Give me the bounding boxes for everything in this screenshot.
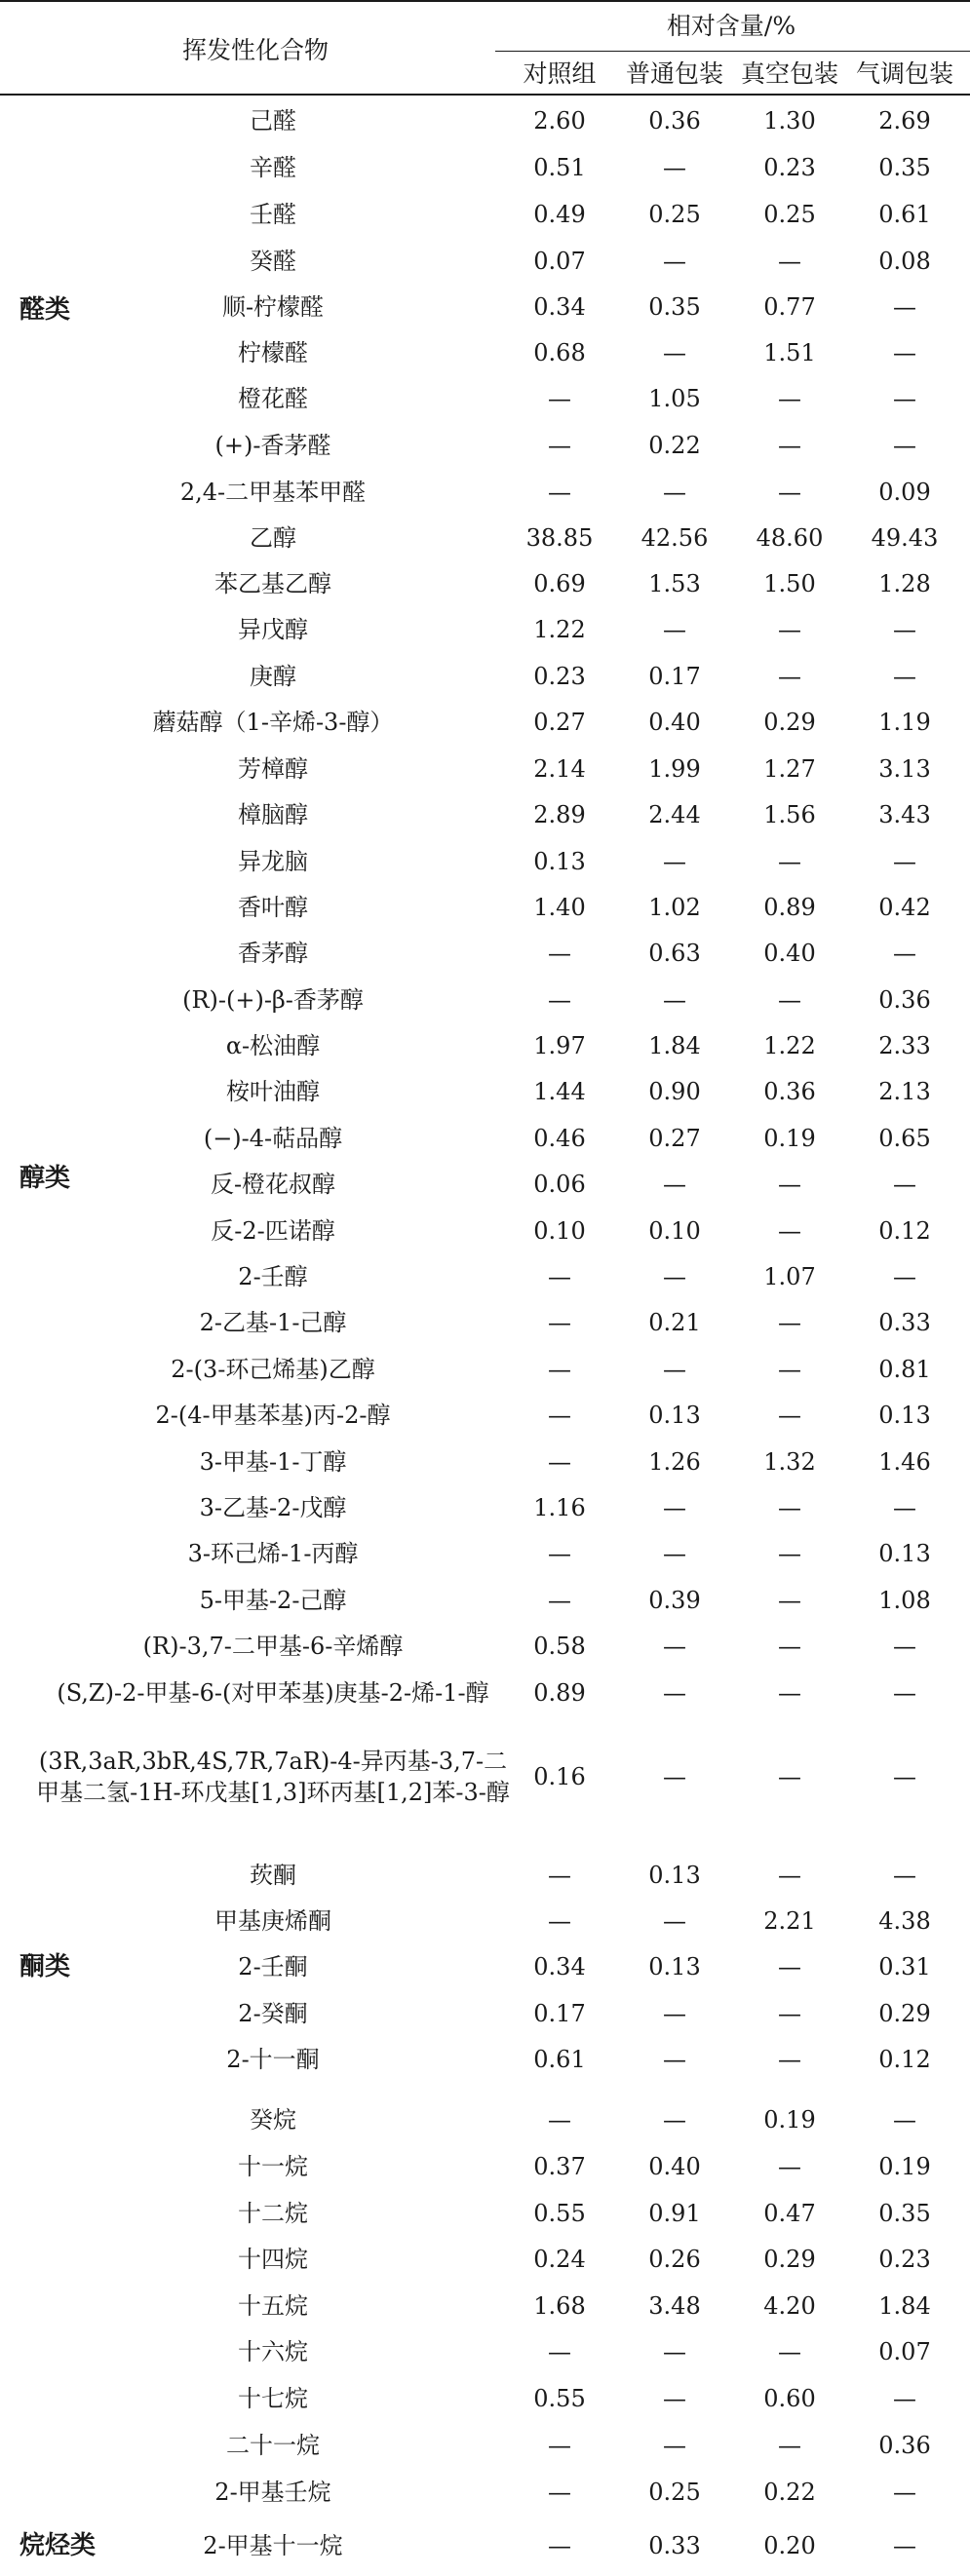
content-value: —: [778, 432, 801, 459]
content-value: 0.22: [648, 432, 701, 459]
content-value: 1.27: [763, 755, 816, 783]
content-value: 0.35: [878, 2200, 931, 2227]
content-value: 0.29: [763, 709, 816, 736]
content-value: 0.22: [763, 2479, 816, 2506]
content-value: 49.43: [871, 524, 939, 552]
content-value: 0.34: [533, 1953, 586, 1980]
content-value: —: [893, 1171, 916, 1198]
content-value: 0.91: [648, 2200, 701, 2227]
content-value: —: [893, 385, 916, 412]
content-value: —: [663, 1494, 686, 1521]
content-value: —: [663, 1171, 686, 1198]
compound-name: (R)-(+)-β-香茅醇: [182, 986, 364, 1014]
content-value: —: [663, 2046, 686, 2073]
content-value: 1.50: [763, 570, 816, 597]
content-value: —: [893, 2106, 916, 2134]
content-value: —: [548, 1356, 571, 1383]
content-value: 1.51: [763, 339, 816, 366]
compound-name: 芳樟醇: [238, 755, 308, 783]
content-value: —: [663, 2000, 686, 2027]
content-value: —: [893, 1494, 916, 1521]
content-value: —: [893, 2385, 916, 2412]
content-value: —: [893, 1763, 916, 1790]
compound-name: 十四烷: [238, 2246, 308, 2273]
compound-name: (3R,3aR,3bR,4S,7R,7aR)-4-异丙基-3,7-二甲基二氢-1H-环戊基[1,3]环丙基[1,2]苯-3-醇: [36, 1748, 510, 1806]
content-value: —: [778, 2338, 801, 2365]
content-value: 0.60: [763, 2385, 816, 2412]
content-value: —: [663, 2432, 686, 2459]
content-value: 0.13: [533, 848, 586, 875]
content-value: 2.69: [878, 107, 931, 135]
content-value: 0.58: [533, 1633, 586, 1660]
compound-name: 3-甲基-1-丁醇: [199, 1448, 347, 1476]
content-value: —: [663, 1679, 686, 1707]
content-value: —: [778, 1356, 801, 1383]
compound-name: 2-(3-环己烯基)乙醇: [171, 1356, 375, 1383]
content-value: —: [548, 479, 571, 506]
compound-name: (−)-4-萜品醇: [203, 1125, 343, 1152]
content-value: —: [548, 1907, 571, 1935]
content-value: 1.30: [763, 107, 816, 135]
content-value: —: [663, 1907, 686, 1935]
content-column-header: 相对含量/%: [666, 12, 796, 40]
compound-name: 苯乙基乙醇: [214, 570, 331, 597]
content-value: 2.44: [648, 801, 701, 828]
content-value: 1.84: [878, 2292, 931, 2320]
content-value: —: [663, 2106, 686, 2134]
content-value: 0.26: [648, 2246, 701, 2273]
content-value: —: [778, 1171, 801, 1198]
compound-name: 反-2-匹诺醇: [211, 1217, 335, 1245]
content-value: 0.33: [648, 2532, 701, 2559]
content-value: 3.48: [648, 2292, 701, 2320]
content-value: —: [893, 1862, 916, 1889]
category-label: 醛类: [19, 295, 71, 325]
content-value: —: [663, 339, 686, 366]
compound-name: 甲基庚烯酮: [214, 1907, 331, 1935]
content-value: —: [778, 385, 801, 412]
content-value: —: [663, 1263, 686, 1290]
content-value: 0.07: [533, 248, 586, 275]
content-value: 0.21: [648, 1309, 701, 1336]
content-value: 0.25: [648, 201, 701, 228]
content-value: 2.33: [878, 1032, 931, 1059]
content-value: —: [663, 1540, 686, 1567]
content-value: —: [778, 1862, 801, 1889]
content-value: —: [778, 1540, 801, 1567]
content-value: —: [548, 1402, 571, 1429]
content-value: —: [893, 1633, 916, 1660]
category-label: 酮类: [19, 1952, 71, 1981]
content-value: —: [893, 1263, 916, 1290]
content-value: 0.12: [878, 1217, 931, 1245]
group-header-vacuum: 真空包装: [740, 59, 839, 88]
content-value: 1.84: [648, 1032, 701, 1059]
content-value: —: [663, 848, 686, 875]
group-header-normal: 普通包装: [625, 59, 724, 88]
content-value: —: [778, 2153, 801, 2180]
content-value: —: [548, 2338, 571, 2365]
compound-name: (+)-香茅醛: [214, 432, 331, 459]
compound-name: 2-癸酮: [238, 2000, 308, 2027]
content-value: 1.46: [878, 1448, 931, 1476]
compound-name: 2,4-二甲基苯甲醛: [179, 479, 367, 506]
content-value: —: [778, 248, 801, 275]
content-value: 0.36: [648, 107, 701, 135]
content-value: 0.49: [533, 201, 586, 228]
content-value: 0.47: [763, 2200, 816, 2227]
content-value: —: [778, 1633, 801, 1660]
content-value: 0.29: [878, 2000, 931, 2027]
compound-name: 癸醛: [250, 248, 296, 275]
content-value: 0.36: [878, 2432, 931, 2459]
compound-name: 庚醇: [250, 663, 296, 690]
content-value: 1.53: [648, 570, 701, 597]
content-value: 0.08: [878, 248, 931, 275]
content-value: —: [778, 616, 801, 643]
content-value: 0.40: [763, 940, 816, 967]
compound-name: 异龙脑: [238, 848, 308, 875]
compound-name: 桉叶油醇: [226, 1078, 320, 1105]
content-value: 2.21: [763, 1907, 816, 1935]
compound-name: α-松油醇: [225, 1032, 321, 1059]
content-value: —: [548, 1448, 571, 1476]
content-value: —: [663, 1356, 686, 1383]
content-value: 0.61: [533, 2046, 586, 2073]
compound-name: 柠檬醛: [238, 339, 308, 366]
content-value: 0.40: [648, 709, 701, 736]
content-value: 0.63: [648, 940, 701, 967]
content-value: —: [893, 339, 916, 366]
compound-name: (S,Z)-2-甲基-6-(对甲苯基)庚基-2-烯-1-醇: [57, 1679, 489, 1707]
compound-name: 3-乙基-2-戊醇: [199, 1494, 347, 1521]
content-value: —: [893, 616, 916, 643]
compound-name: 2-甲基壬烷: [214, 2479, 331, 2506]
compound-name: 乙醇: [250, 524, 296, 552]
content-value: 1.56: [763, 801, 816, 828]
compound-name: 辛醛: [250, 154, 296, 181]
content-value: 1.26: [648, 1448, 701, 1476]
content-value: 0.89: [763, 894, 816, 921]
content-value: 0.17: [533, 2000, 586, 2027]
content-value: 0.06: [533, 1171, 586, 1198]
compound-name: 十五烷: [238, 2292, 308, 2320]
content-value: 38.85: [525, 524, 594, 552]
content-value: 0.13: [648, 1402, 701, 1429]
compound-name: 2-乙基-1-己醇: [199, 1309, 347, 1336]
content-value: 0.16: [533, 1763, 586, 1790]
compound-name: 樟脑醇: [238, 801, 308, 828]
content-value: 0.55: [533, 2385, 586, 2412]
content-value: 1.68: [533, 2292, 586, 2320]
content-value: 0.61: [878, 201, 931, 228]
content-value: 0.55: [533, 2200, 586, 2227]
compound-name: 香茅醇: [238, 940, 308, 967]
compound-name: 二十一烷: [226, 2432, 320, 2459]
content-value: 0.27: [533, 709, 586, 736]
content-value: —: [663, 616, 686, 643]
content-value: —: [778, 986, 801, 1014]
content-value: 3.43: [878, 801, 931, 828]
content-value: —: [778, 1217, 801, 1245]
content-value: —: [663, 2338, 686, 2365]
content-value: 0.65: [878, 1125, 931, 1152]
content-value: —: [663, 154, 686, 181]
content-value: 0.12: [878, 2046, 931, 2073]
content-value: 0.35: [878, 154, 931, 181]
compound-name: 十二烷: [238, 2200, 308, 2227]
content-value: 4.20: [763, 2292, 816, 2320]
content-value: —: [548, 2106, 571, 2134]
content-value: —: [778, 479, 801, 506]
content-value: —: [778, 2000, 801, 2027]
content-value: 1.19: [878, 709, 931, 736]
content-value: 0.19: [763, 2106, 816, 2134]
content-value: 0.29: [763, 2246, 816, 2273]
content-value: 0.39: [648, 1587, 701, 1614]
content-value: 1.05: [648, 385, 701, 412]
content-value: —: [893, 432, 916, 459]
content-value: 0.27: [648, 1125, 701, 1152]
content-value: —: [778, 1763, 801, 1790]
content-value: —: [778, 1309, 801, 1336]
content-value: —: [548, 2432, 571, 2459]
content-value: 0.46: [533, 1125, 586, 1152]
content-value: 2.60: [533, 107, 586, 135]
content-value: —: [548, 2479, 571, 2506]
category-label: 烷烃类: [19, 2531, 97, 2560]
content-value: 0.34: [533, 293, 586, 321]
content-value: 0.09: [878, 479, 931, 506]
compound-name: 十六烷: [238, 2338, 308, 2365]
content-value: —: [548, 986, 571, 1014]
content-value: 0.13: [648, 1862, 701, 1889]
content-value: —: [893, 663, 916, 690]
compound-name: 香叶醇: [238, 894, 308, 921]
content-value: —: [778, 663, 801, 690]
content-value: —: [893, 1679, 916, 1707]
header-rule: [0, 94, 970, 96]
content-value: —: [778, 1953, 801, 1980]
content-value: 2.89: [533, 801, 586, 828]
content-value: 0.90: [648, 1078, 701, 1105]
compound-name: 十七烷: [238, 2385, 308, 2412]
compound-name: (R)-3,7-二甲基-6-辛烯醇: [142, 1633, 404, 1660]
compound-name: 2-壬醇: [238, 1263, 308, 1290]
content-value: 0.68: [533, 339, 586, 366]
content-value: —: [893, 940, 916, 967]
content-value: 3.13: [878, 755, 931, 783]
content-value: 0.23: [763, 154, 816, 181]
content-value: —: [778, 2046, 801, 2073]
content-value: 0.25: [648, 2479, 701, 2506]
content-value: —: [663, 986, 686, 1014]
group-header-control: 对照组: [523, 59, 597, 88]
compound-name: 壬醛: [250, 201, 296, 228]
content-value: —: [548, 432, 571, 459]
content-value: —: [663, 479, 686, 506]
content-value: 1.97: [533, 1032, 586, 1059]
compound-name: 异戊醇: [238, 616, 308, 643]
content-value: 0.17: [648, 663, 701, 690]
content-value: 1.22: [763, 1032, 816, 1059]
content-value: —: [893, 2479, 916, 2506]
compound-name: 3-环己烯-1-丙醇: [187, 1540, 359, 1567]
content-value: —: [548, 1587, 571, 1614]
compound-name: 5-甲基-2-己醇: [199, 1587, 347, 1614]
content-value: —: [778, 2432, 801, 2459]
content-value: 0.13: [878, 1540, 931, 1567]
compound-name: 2-甲基十一烷: [203, 2532, 343, 2559]
content-value: —: [778, 1494, 801, 1521]
compound-column-header: 挥发性化合物: [181, 36, 330, 64]
compound-name: 莰酮: [250, 1862, 296, 1889]
content-value: 1.99: [648, 755, 701, 783]
content-value: 1.32: [763, 1448, 816, 1476]
content-value: 0.13: [878, 1402, 931, 1429]
content-value: —: [548, 940, 571, 967]
content-value: —: [893, 848, 916, 875]
content-value: 0.19: [763, 1125, 816, 1152]
content-value: 0.25: [763, 201, 816, 228]
compound-name: 橙花醛: [238, 385, 308, 412]
content-value: 0.13: [648, 1953, 701, 1980]
content-value: 0.20: [763, 2532, 816, 2559]
compound-name: 2-十一酮: [226, 2046, 320, 2073]
subheader-rule: [495, 51, 970, 52]
content-value: 0.89: [533, 1679, 586, 1707]
content-value: —: [548, 1309, 571, 1336]
content-value: 42.56: [640, 524, 709, 552]
content-value: 0.69: [533, 570, 586, 597]
content-value: 0.40: [648, 2153, 701, 2180]
content-value: 1.07: [763, 1263, 816, 1290]
content-value: —: [778, 848, 801, 875]
content-value: —: [663, 2385, 686, 2412]
content-value: 0.35: [648, 293, 701, 321]
content-value: 0.19: [878, 2153, 931, 2180]
compound-name: 2-壬酮: [238, 1953, 308, 1980]
content-value: 0.33: [878, 1309, 931, 1336]
content-value: 0.42: [878, 894, 931, 921]
content-value: —: [663, 1763, 686, 1790]
content-value: —: [548, 1862, 571, 1889]
content-value: —: [548, 1540, 571, 1567]
content-value: 1.08: [878, 1587, 931, 1614]
content-value: 0.81: [878, 1356, 931, 1383]
content-value: —: [778, 1587, 801, 1614]
content-value: —: [548, 1263, 571, 1290]
content-value: 0.36: [878, 986, 931, 1014]
content-value: —: [548, 385, 571, 412]
content-value: —: [778, 1679, 801, 1707]
category-label: 醇类: [19, 1164, 71, 1193]
content-value: 0.51: [533, 154, 586, 181]
content-value: 0.07: [878, 2338, 931, 2365]
content-value: 4.38: [878, 1907, 931, 1935]
content-value: 1.16: [533, 1494, 586, 1521]
content-value: 2.13: [878, 1078, 931, 1105]
content-value: —: [548, 2532, 571, 2559]
content-value: —: [663, 1633, 686, 1660]
content-value: —: [893, 2532, 916, 2559]
content-value: 0.77: [763, 293, 816, 321]
content-value: 0.24: [533, 2246, 586, 2273]
compound-name: 十一烷: [238, 2153, 308, 2180]
content-value: 0.23: [878, 2246, 931, 2273]
content-value: 1.22: [533, 616, 586, 643]
top-rule: [0, 0, 970, 2]
content-value: 48.60: [756, 524, 824, 552]
content-value: —: [778, 1402, 801, 1429]
content-value: 0.36: [763, 1078, 816, 1105]
compound-name: 反-橙花叔醇: [210, 1171, 336, 1198]
content-value: 0.10: [648, 1217, 701, 1245]
content-value: 1.44: [533, 1078, 586, 1105]
content-value: 0.10: [533, 1217, 586, 1245]
content-value: —: [663, 248, 686, 275]
compound-name: 顺-柠檬醛: [221, 293, 325, 321]
group-header-map: 气调包装: [855, 59, 954, 88]
content-value: 0.31: [878, 1953, 931, 1980]
compound-name: 蘑菇醇（1-辛烯-3-醇）: [152, 709, 394, 736]
content-value: 2.14: [533, 755, 586, 783]
content-value: 0.37: [533, 2153, 586, 2180]
content-value: —: [893, 293, 916, 321]
content-value: 1.40: [533, 894, 586, 921]
compound-name: 癸烷: [250, 2106, 296, 2134]
content-value: 0.23: [533, 663, 586, 690]
content-value: 1.02: [648, 894, 701, 921]
compound-name: 2-(4-甲基苯基)丙-2-醇: [155, 1402, 391, 1429]
compound-name: 己醛: [250, 107, 296, 135]
content-value: 1.28: [878, 570, 931, 597]
